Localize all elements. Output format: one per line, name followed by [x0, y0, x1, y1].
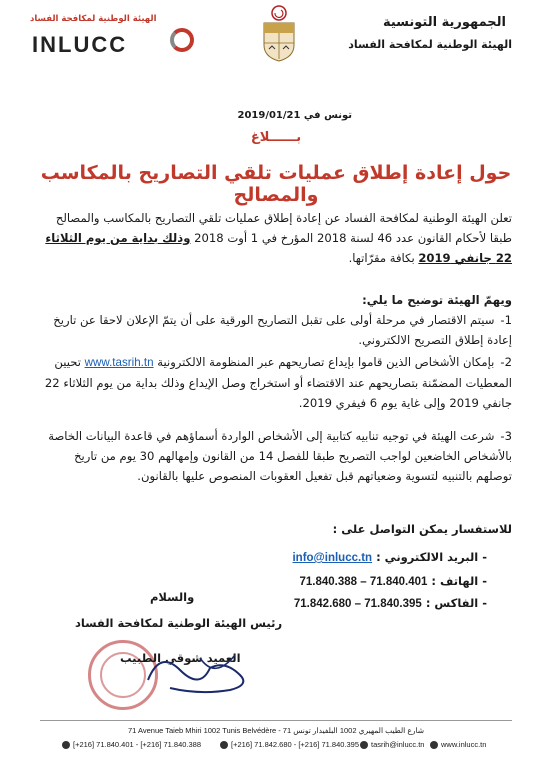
fax-icon: [220, 741, 228, 749]
closing-text: والسلام: [150, 590, 195, 604]
list-item-text: تحيين المعطيات المضمّنة بتصاريحهم عند الاقتضاء أو استخراج وصل الإيداع وذلك بداية من يوم الثلاثاء 22 جانفي 2019 وإلى غاية يوم 6 فيفري 2019.: [44, 355, 512, 410]
list-item: [37, 310, 512, 350]
email-label: - البريد الالكتروني :: [376, 550, 487, 564]
list-item-number: 3-: [500, 429, 512, 443]
contact-email-row: [292, 550, 487, 564]
contact-phone-row: [300, 574, 488, 588]
tasrih-link[interactable]: www.tasrih.tn: [84, 356, 154, 369]
logo-arabic-text: الهيئة الوطنية لمكافحة الفساد: [30, 14, 157, 24]
inlucc-logo-icon: [170, 28, 194, 52]
footer-faxes: [220, 740, 359, 749]
footer-divider: [40, 720, 512, 721]
document-subject: حول إعادة إطلاق عمليات تلقي التصاريح بالمكاسب والمصالح: [40, 162, 512, 206]
list-item-number: 2-: [500, 355, 512, 369]
footer-faxes-text: [+216] 71.842.680 - [+216] 71.840.395: [231, 740, 360, 749]
email-icon: [360, 741, 368, 749]
phone-icon: [62, 741, 70, 749]
signatory-name: العميد شوقي الطبيب: [120, 651, 241, 665]
paragraph-intro-date: وذلك بداية من يوم الثلاثاء 22 جانفي 2019: [45, 231, 512, 265]
notice-heading: بــــــلاغ: [250, 130, 302, 145]
fax-label: - الفاكس :: [425, 596, 487, 610]
phone-label: - الهاتف :: [431, 574, 487, 588]
list-item: [37, 352, 512, 413]
paragraph-intro-end: بكافة مقرّاتها.: [348, 251, 419, 265]
handwritten-signature: [140, 640, 260, 700]
paragraph-intro: [37, 208, 512, 268]
footer-email-text[interactable]: tasrih@inlucc.tn: [371, 740, 425, 749]
phone-value: 71.840.388 – 71.840.401: [299, 576, 428, 588]
tunisia-emblem-icon: [260, 5, 298, 63]
footer-email: [360, 740, 424, 749]
footer-address: 71 Avenue Taieb Mhiri 1002 Tunis Belvédère - 71 شارع الطيب المهيري 1002 البلفيدار تونس: [127, 726, 425, 735]
footer-web: [430, 740, 486, 749]
footer-phones: [62, 740, 201, 749]
footer-phones-text: [+216] 71.840.401 - [+216] 71.840.388: [73, 740, 202, 749]
authority-name: الهيئة الوطنية لمكافحة الفساد: [348, 38, 512, 51]
list-item: [37, 426, 512, 486]
list-item-text: بإمكان الأشخاص الذين قاموا بإيداع تصاريحهم عبر المنظومة الالكترونية: [153, 355, 495, 369]
globe-icon: [430, 741, 438, 749]
fax-value: 71.842.680 – 71.840.395: [293, 598, 422, 610]
contact-heading: للاستفسار يمكن التواصل على :: [332, 522, 512, 536]
list-item-number: 1-: [500, 313, 512, 327]
list-item-text: سيتم الاقتصار في مرحلة أولى على تقبل التصاريح الورقية على أن يتمّ الإعلان لاحقا عن تاريخ إعادة إطلاق التصريح الالكتروني.: [53, 313, 512, 347]
list-item-text: شرعت الهيئة في توجيه تنابيه كتابية إلى الأشخاص الواردة أسماؤهم في قاعدة البيانات الخاصة بالأشخاص الخاضعين لواجب التصريح طبقا للفصل 14 من القانون وإمهالهم 30 يوم من تاريخ توصلهم بالتنبيه لتسوية وضعياتهم قبل تفعيل العقوبات المنصوص عليها بالقانون.: [48, 429, 512, 483]
contact-fax-row: [294, 596, 487, 610]
document-date: تونس في 2019/01/21: [237, 110, 352, 121]
clarification-heading: ويهمّ الهيئة توضيح ما يلي:: [362, 293, 512, 307]
paragraph-intro-text: تعلن الهيئة الوطنية لمكافحة الفساد عن إعادة إطلاق عمليات تلقي التصاريح بالمكاسب والمصالح طبقا لأحكام القانون عدد 46 لسنة 2018 المؤرخ في 1 أوت 2018: [55, 211, 512, 245]
footer-web-text[interactable]: www.inlucc.tn: [441, 740, 487, 749]
republic-name: الجمهورية التونسية: [382, 15, 506, 30]
signatory-title: رئيس الهيئة الوطنية لمكافحة الفساد: [75, 616, 283, 630]
email-link[interactable]: info@inlucc.tn: [292, 552, 373, 564]
logo-text: INLUCC: [32, 32, 128, 57]
